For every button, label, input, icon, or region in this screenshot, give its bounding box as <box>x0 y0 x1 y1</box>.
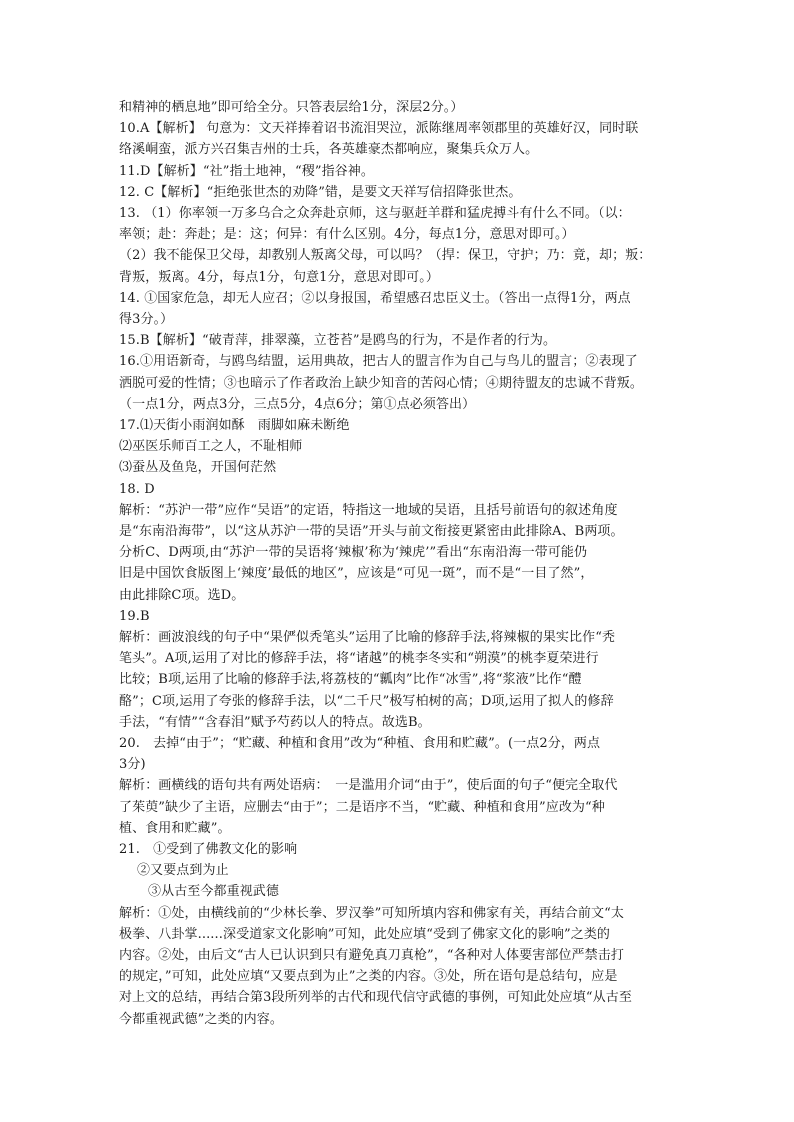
answer-text-line: 得3分。） <box>119 312 174 327</box>
answer-text-line: 解析：①处，由横线前的“少林长拳、罗汉拳”可知所填内容和佛家有关，再结合前文“太 <box>119 905 624 921</box>
answer-text-line: 极拳、八卦掌......深受道家文化影响”可知，此处应填“受到了佛家文化的影响”之类的 <box>119 926 611 942</box>
answer-text-line: ③从古至今都重视武德 <box>148 884 280 900</box>
answer-text-line: 3分) <box>119 757 146 773</box>
answer-text-line: 11.D【解析】“社”指土地神，“稷”指谷神。 <box>119 163 374 179</box>
answer-text-line: 19.B <box>119 608 150 624</box>
answer-text-line: 21. ①受到了佛教文化的影响 <box>119 842 298 857</box>
answer-text-line: 13. （1）你率领一万多乌合之众奔赴京师，这与驱赶羊群和猛虎搏斗有什么不同。（以： <box>119 206 631 221</box>
answer-text-line: 的规定，”可知，此处应填“又要点到为止”之类的内容。③处，所在语句是总结句，应是 <box>119 969 618 985</box>
answer-text-line: 率领；赴：奔赴；是：这；何异：有什么区别。4分，每点1分，意思对即可。） <box>119 227 575 243</box>
answer-text-line: 12. C【解析】“拒绝张世杰的劝降”错，是要文天祥写信招降张世杰。 <box>119 184 522 200</box>
answer-text-line: 分析C、D两项,由“苏沪一带的吴语将‘辣椒’称为‘辣虎’”看出“东南沿海一带可能仍 <box>119 545 588 561</box>
answer-text-line: 10.A【解析】 句意为：文天祥捧着诏书流泪哭泣，派陈继周率领郡里的英雄好汉，同时联 <box>119 121 639 137</box>
answer-text-line: 18. D <box>119 481 155 497</box>
answer-text-line: 比较；B项,运用了比喻的修辞手法,将荔枝的“瓤肉”比作“冰雪”,将“浆液”比作“醴 <box>119 672 582 688</box>
answer-text-line: 今都重视武德”之类的内容。 <box>119 1011 283 1027</box>
answer-text-line: 酪”；C项,运用了夸张的修辞手法，以“二千尺”极写柏树的高；D项,运用了拟人的修辞 <box>119 693 614 709</box>
answer-text-line: 旧是中国饮食版图上‘辣度’最低的地区”，应该是“可见一斑”，而不是“一目了然”， <box>119 566 594 582</box>
answer-text-line: （2）我不能保卫父母，却教别人叛离父母，可以吗？（捍：保卫，守护；乃：竟，却；叛： <box>119 248 652 264</box>
answer-text-line: 17.⑴天街小雨润如酥 雨脚如麻未断绝 <box>119 418 350 433</box>
answer-text-line: 和精神的栖息地”即可给全分。只答表层给1分，深层2分。） <box>119 100 464 115</box>
answer-text-line: ②又要点到为止 <box>137 863 229 879</box>
answer-text-line: 解析：“苏沪一带”应作“吴语”的定语，特指这一地域的吴语，且括号前语句的叙述角度 <box>119 502 618 518</box>
answer-text-line: 络溪峒蛮，派方兴召集吉州的士兵，各英雄豪杰都响应，聚集兵众万人。 <box>119 142 539 158</box>
answer-text-line: 背叛，叛离。4分，每点1分，句意1分，意思对即可。） <box>119 269 439 285</box>
answer-text-line: 植、食用和贮藏”。 <box>119 820 231 836</box>
answer-text-line: 解析：画波浪线的句子中“果俨似秃笔头”运用了比喻的修辞手法,将辣椒的果实比作“秃 <box>119 630 616 645</box>
answer-text-line: 由此排除C项。选D。 <box>119 587 245 603</box>
answer-text-line: 14. ①国家危急，却无人应召；②以身报国，希望感召忠臣义士。（答出一点得1分，两点 <box>119 290 631 306</box>
answer-text-line: 15.B【解析】“破青萍，排翠藻，立苍苔”是鸥鸟的行为，不是作者的行为。 <box>119 333 557 349</box>
answer-text-line: ⑵巫医乐师百工之人，不耻相师 <box>119 439 303 455</box>
answer-text-line: 笔头”。A项,运用了对比的修辞手法，将“诸越”的桃李冬实和“朔漠”的桃李夏荣进行 <box>119 651 599 667</box>
answer-text-line: 了茱萸”缺少了主语，应删去“由于”；二是语序不当，“贮藏、种植和食用”应改为“种 <box>119 799 605 815</box>
answer-text-line: 是“东南沿海带”，以“这从苏沪一带的吴语”开头与前文衔接更紧密由此排除A、B两项。 <box>119 524 624 539</box>
answer-text-line: 手法，“有情”“含春泪”赋予芍药以人的特点。故选B。 <box>119 714 431 730</box>
answer-text-line: 内容。②处，由后文“古人已认识到只有避免真刀真枪”，“各种对人体要害部位严禁击打 <box>119 948 624 963</box>
answer-text-line: 解析：画横线的语句共有两处语病： 一是滥用介词“由于”，使后面的句子“便完全取代 <box>119 778 618 794</box>
answer-text-line: （一点1分，两点3分，三点5分，4点6分；第①点必须答出） <box>119 396 476 412</box>
answer-text-line: 20. 去掉“由于”；“贮藏、种植和食用”改为“种植、食用和贮藏”。(一点2分，两点 <box>119 736 601 751</box>
answer-text-line: 洒脱可爱的性情；③也暗示了作者政治上缺少知音的苦闷心情；④期待盟友的忠诚不背叛。 <box>119 375 644 391</box>
answer-text-line: ⑶蚕丛及鱼凫，开国何茫然 <box>119 460 277 476</box>
answer-text-line: 16.①用语新奇，与鸥鸟结盟，运用典故，把古人的盟言作为自己与鸟儿的盟言；②表现了 <box>119 354 638 370</box>
answer-text-line: 对上文的总结，再结合第3段所列举的古代和现代信守武德的事例，可知此处应填“从古至 <box>119 990 632 1006</box>
